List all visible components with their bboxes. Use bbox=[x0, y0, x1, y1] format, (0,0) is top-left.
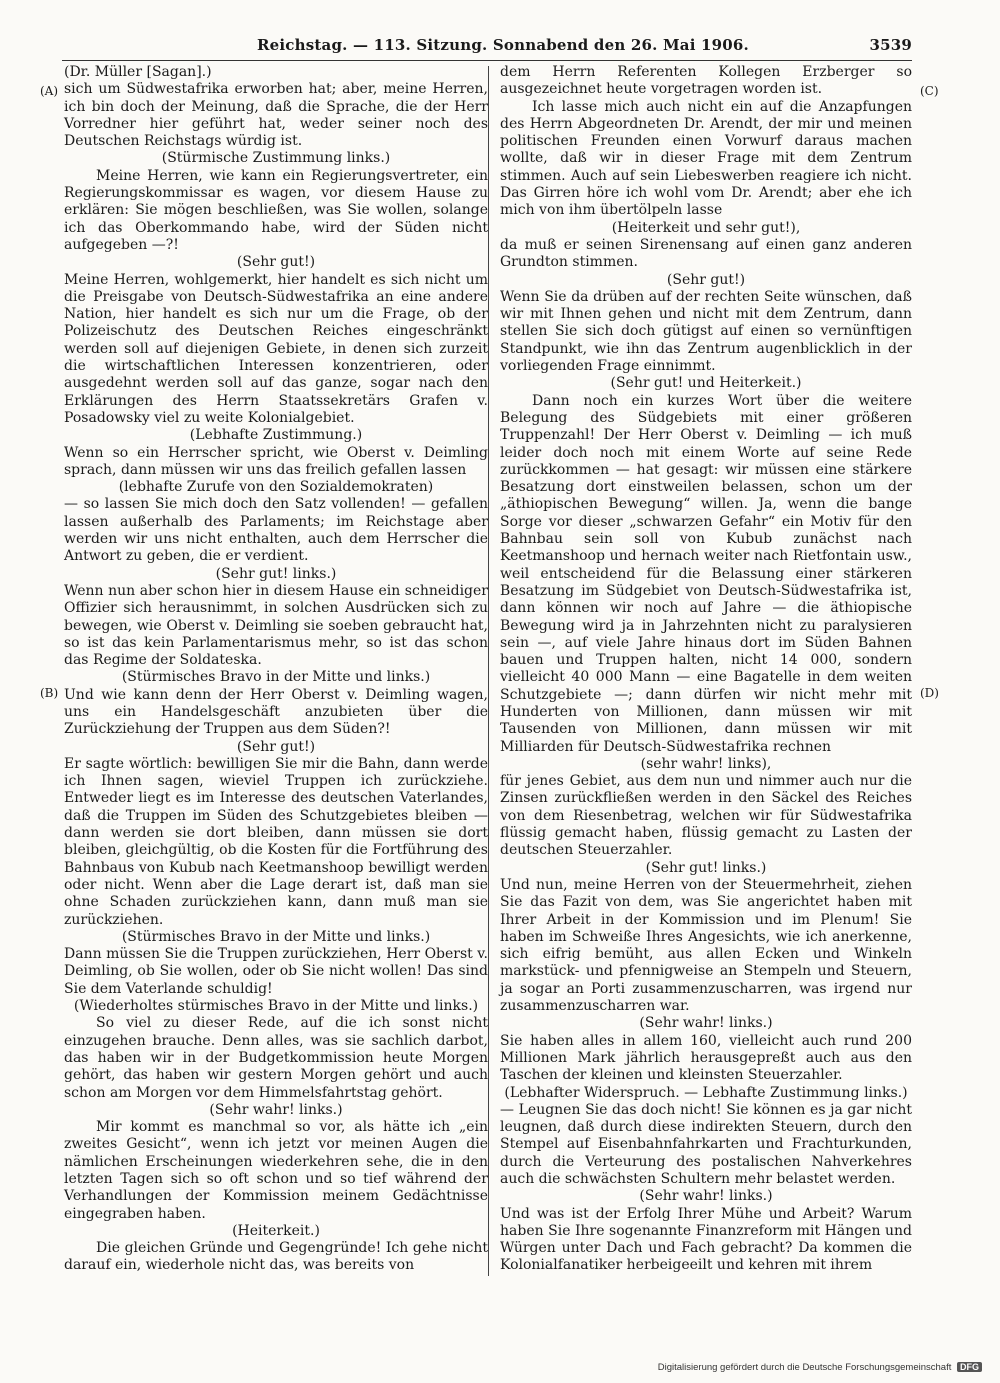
margin-marker-a: (A) bbox=[40, 84, 59, 98]
paragraph: sich um Südwestafrika erworben hat; aber, meine Herren, ich bin doch der Meinung, daß die Sprache, die der Herr Vorredner hier geführt hat, weder seiner noch des Deutschen Reichstags würdig ist. bbox=[64, 81, 488, 150]
interjection: (Sehr wahr! links.) bbox=[209, 1101, 343, 1118]
footer-text: Digitalisierung gefördert durch die Deutsche Forschungsgemeinschaft bbox=[657, 1362, 952, 1373]
paragraph: da muß er seinen Sirenensang auf einen ganz anderen Grundton stimmen. bbox=[500, 236, 912, 271]
interjection: (Sehr gut!) bbox=[666, 271, 746, 288]
interjection: (Stürmisches Bravo in der Mitte und links.) bbox=[121, 928, 431, 945]
interjection: (Sehr wahr! links.) bbox=[639, 1188, 773, 1205]
paragraph: Meine Herren, wie kann ein Regierungsvertreter, ein Regierungskommissar es wagen, vor diesem Hause zu erklären: Sie mögen beschließen, was Sie wollen, solange ich das Oberkommando habe, wird der Süden nicht aufgegeben —?! bbox=[64, 167, 488, 253]
interjection: (lebhafte Zurufe von den Sozialdemokraten) bbox=[118, 479, 434, 496]
margin-marker-b: (B) bbox=[40, 686, 59, 700]
paragraph: Und wie kann denn der Herr Oberst v. Deimling wagen, uns ein Handelsgeschäft anzubieten über die Zurückziehung der Truppen aus dem Süden?! bbox=[64, 686, 488, 738]
header-rule bbox=[62, 60, 912, 61]
paragraph: (Dr. Müller [Sagan].) bbox=[64, 64, 212, 80]
paragraph: — so lassen Sie mich doch den Satz vollenden! — gefallen lassen außerhalb des Parlaments; im Reichstage aber werden wir uns nicht enthalten, auch dem Herrscher die Antwort zu geben, die er verdient. bbox=[64, 496, 488, 565]
paragraph: So viel zu dieser Rede, auf die ich sonst nicht einzugehen brauche. Denn alles, was sie sachlich darbot, das haben wir in der Budgetkommission heute Morgen gehört, das haben wir gestern Morgen gehört und auch schon am Morgen vor dem Himmelsfahrtstag gehört. bbox=[64, 1015, 488, 1101]
interjection: (Sehr gut! und Heiterkeit.) bbox=[610, 375, 802, 392]
interjection: (Heiterkeit.) bbox=[232, 1222, 320, 1239]
paragraph: Und nun, meine Herren von der Steuermehrheit, ziehen Sie das Fazit von dem, was Sie angerichtet haben mit Ihrer Arbeit in der Kommission und im Plenum! Sie haben im Schweiße Ihres Angesichts, wie ich anerkenne, sich eifrig bemüht, aus allen Ecken und Winkeln markstück- und pfennigweise an Stempeln und Steuern, ja sogar an Porti zusammenzuscharren, was irgend nur zusammenzuscharren war. bbox=[500, 876, 912, 1015]
paragraph: Die gleichen Gründe und Gegengründe! Ich gehe nicht darauf ein, wiederhole nicht das, was bereits von bbox=[64, 1240, 488, 1274]
paragraph: Meine Herren, wohlgemerkt, hier handelt es sich nicht um die Preisgabe von Deutsch-Südwestafrika an eine andere Nation, hier handelt es sich nur um die Frage, ob der Polizeischutz des Deutschen Reiches eingeschränkt werden soll auf diejenigen Gebiete, in denen sich zurzeit die wirtschaftlichen Interessen konzentrieren, oder ausgedehnt werden soll auf das ganze, sogar nach den Erklärungen des Herrn Staatssekretärs Grafen v. Posadowsky viel zu weite Kolonialgebiet. bbox=[64, 271, 488, 426]
interjection: (Stürmisches Bravo in der Mitte und links.) bbox=[121, 669, 431, 686]
footer-credit bbox=[658, 1362, 982, 1373]
interjection: (Lebhafter Widerspruch. — Lebhafte Zustimmung links.) bbox=[504, 1084, 908, 1101]
paragraph: Er sagte wörtlich: bewilligen Sie mir die Bahn, dann werde ich Ihnen sagen, wieviel Truppen ich zurückziehe. Entweder liegt es im Interesse des deutschen Vaterlandes, daß die Truppen im Süden des Schutzgebietes bleiben — dann werden sie dort bleiben, dann müssen sie dort bleiben, gleichgültig, ob die Kosten für die Fortführung des Bahnbaus von Kubub nach Keetmanshoop bewilligt werden oder nicht. Wenn aber die Lage derart ist, daß man sie ohne Schaden zurückziehen kann, dann muß man sie zurückziehen. bbox=[64, 755, 488, 928]
paragraph: Wenn Sie da drüben auf der rechten Seite wünschen, daß wir mit Ihnen gehen und nicht mit dem Zentrum, dann stellen Sie sich doch gütigst auf einen so vernünftigen Standpunkt, wie ihn das Zentrum augenblicklich in der vorliegenden Frage einnimmt. bbox=[500, 288, 912, 375]
interjection: (Wiederholtes stürmisches Bravo in der Mitte und links.) bbox=[73, 998, 479, 1015]
interjection: (Sehr wahr! links.) bbox=[639, 1015, 773, 1032]
interjection: (Sehr gut! links.) bbox=[645, 859, 767, 876]
paragraph: dem Herrn Referenten Kollegen Erzberger so ausgezeichnet heute vorgetragen worden ist. bbox=[500, 64, 912, 98]
interjection: (Sehr gut!) bbox=[236, 254, 316, 271]
interjection: (Sehr gut! links.) bbox=[215, 565, 337, 582]
dfg-logo: DFG bbox=[957, 1362, 982, 1372]
paragraph: Wenn so ein Herrscher spricht, wie Oberst v. Deimling sprach, dann müssen wir uns das freilich gefallen lassen bbox=[64, 444, 488, 478]
paragraph: Dann müssen Sie die Truppen zurückziehen, Herr Oberst v. Deimling, ob Sie wollen, oder ob Sie nicht wollen! Das sind Sie dem Vaterlande schuldig! bbox=[64, 946, 488, 997]
margin-marker-c: (C) bbox=[920, 84, 939, 98]
interjection: (Sehr gut!) bbox=[236, 738, 316, 755]
paragraph: Dann noch ein kurzes Wort über die weitere Belegung des Südgebiets mit einer größeren Truppenzahl! Der Herr Oberst v. Deimling — ich muß leider doch noch mit einem Worte auf seine Rede zurückkommen — hat gesagt: wir müssen eine stärkere Besatzung dort einstweilen belassen, schon um der „äthiopischen Bewegung“ willen. Ja, wenn die bange Sorge vor dieser „schwarzen Gefahr“ ein Motiv für den Bahnbau sein soll von Kubub zunächst nach Keetmanshoop und hernach weiter nach Rietfontain usw., weil entscheidend für die Belassung einer stärkeren Besatzung im Südgebiet von Deutsch-Südwestafrika ist, dann können wir noch auf Jahre — die äthiopische Bewegung wird ja in Jahrzehnten nicht zu paralysieren sein —, auf viele Jahre hinaus dort im Süden Bahnen bauen und Truppen halten, nicht 14 000, sondern vielleicht 40 000 Mann — eine Bagatelle in dem weiten Schutzgebiete —; dann dürfen wir nicht mehr mit Hunderten von Millionen, dann müssen wir mit Tausenden von Millionen, dann müssen wir mit Milliarden für Deutsch-Südwestafrika rechnen bbox=[500, 392, 912, 755]
column-divider bbox=[488, 66, 489, 1276]
paragraph: Mir kommt es manchmal so vor, als hätte ich „ein zweites Gesicht“, wenn ich jetzt vor meinen Augen die nämlichen Erscheinungen wiederkehren sehe, die in den letzten Tagen sich so oft schon und so tief während der Verhandlungen der Kommission meinem Gedächtnisse eingegraben haben. bbox=[64, 1119, 488, 1222]
paragraph: Ich lasse mich auch nicht ein auf die Anzapfungen des Herrn Abgeordneten Dr. Arendt, der mir und meinen politischen Freunden einen Vorwurf daraus machen wollte, daß wir in dieser Frage mit dem Zentrum stimmen. Auch auf sein Liebeswerben reagiere ich nicht. Das Girren höre ich wohl vom Dr. Arendt; aber ehe ich mich von ihm übertölpeln lasse bbox=[500, 98, 912, 219]
interjection: (Lebhafte Zustimmung.) bbox=[189, 427, 363, 444]
paragraph: Wenn nun aber schon hier in diesem Hause ein schneidiger Offizier sich herausnimmt, in solchen Ausdrücken sich zu bewegen, wie Oberst v. Deimling sie soeben gebraucht hat, so ist das kein Parlamentarismus mehr, so ist das schon das Regime der Soldateska. bbox=[64, 582, 488, 669]
paragraph: — Leugnen Sie das doch nicht! Sie können es ja gar nicht leugnen, daß durch diese indirekten Steuern, durch den Stempel auf Eisenbahnfahrkarten und Frachturkunden, durch die Verteurung des postalischen Nahverkehres auch die schwächsten Schultern mehr belastet werden. bbox=[500, 1101, 912, 1187]
page-number: 3539 bbox=[869, 36, 912, 54]
interjection: (Stürmische Zustimmung links.) bbox=[161, 150, 391, 167]
page-header bbox=[62, 36, 912, 58]
paragraph: für jenes Gebiet, aus dem nun und nimmer auch nur die Zinsen zurückfließen werden in den Säckel des Reiches von dem Riesenbetrag, welchen wir für Südwestafrika flüssig gemacht haben, flüssig gemacht zu Lasten der deutschen Steuerzahler. bbox=[500, 773, 912, 859]
interjection: (sehr wahr! links), bbox=[640, 755, 772, 772]
interjection: (Heiterkeit und sehr gut!), bbox=[611, 219, 801, 236]
running-title: Reichstag. — 113. Sitzung. Sonnabend den 26. Mai 1906. bbox=[257, 36, 749, 54]
right-column bbox=[500, 64, 912, 1275]
paragraph: Sie haben alles in allem 160, vielleicht auch rund 200 Millionen Mark jährlich herausgepreßt auch aus den Taschen der kleinen und kleinsten Steuerzahler. bbox=[500, 1032, 912, 1084]
left-column bbox=[64, 64, 488, 1275]
margin-marker-d: (D) bbox=[920, 686, 939, 700]
paragraph: Und was ist der Erfolg Ihrer Mühe und Arbeit? Warum haben Sie Ihre sogenannte Finanzreform mit Hängen und Würgen unter Dach und Fach gebracht? Da kommen die Kolonialfanatiker herbeigeeilt und kehren mit ihrem bbox=[500, 1205, 912, 1274]
